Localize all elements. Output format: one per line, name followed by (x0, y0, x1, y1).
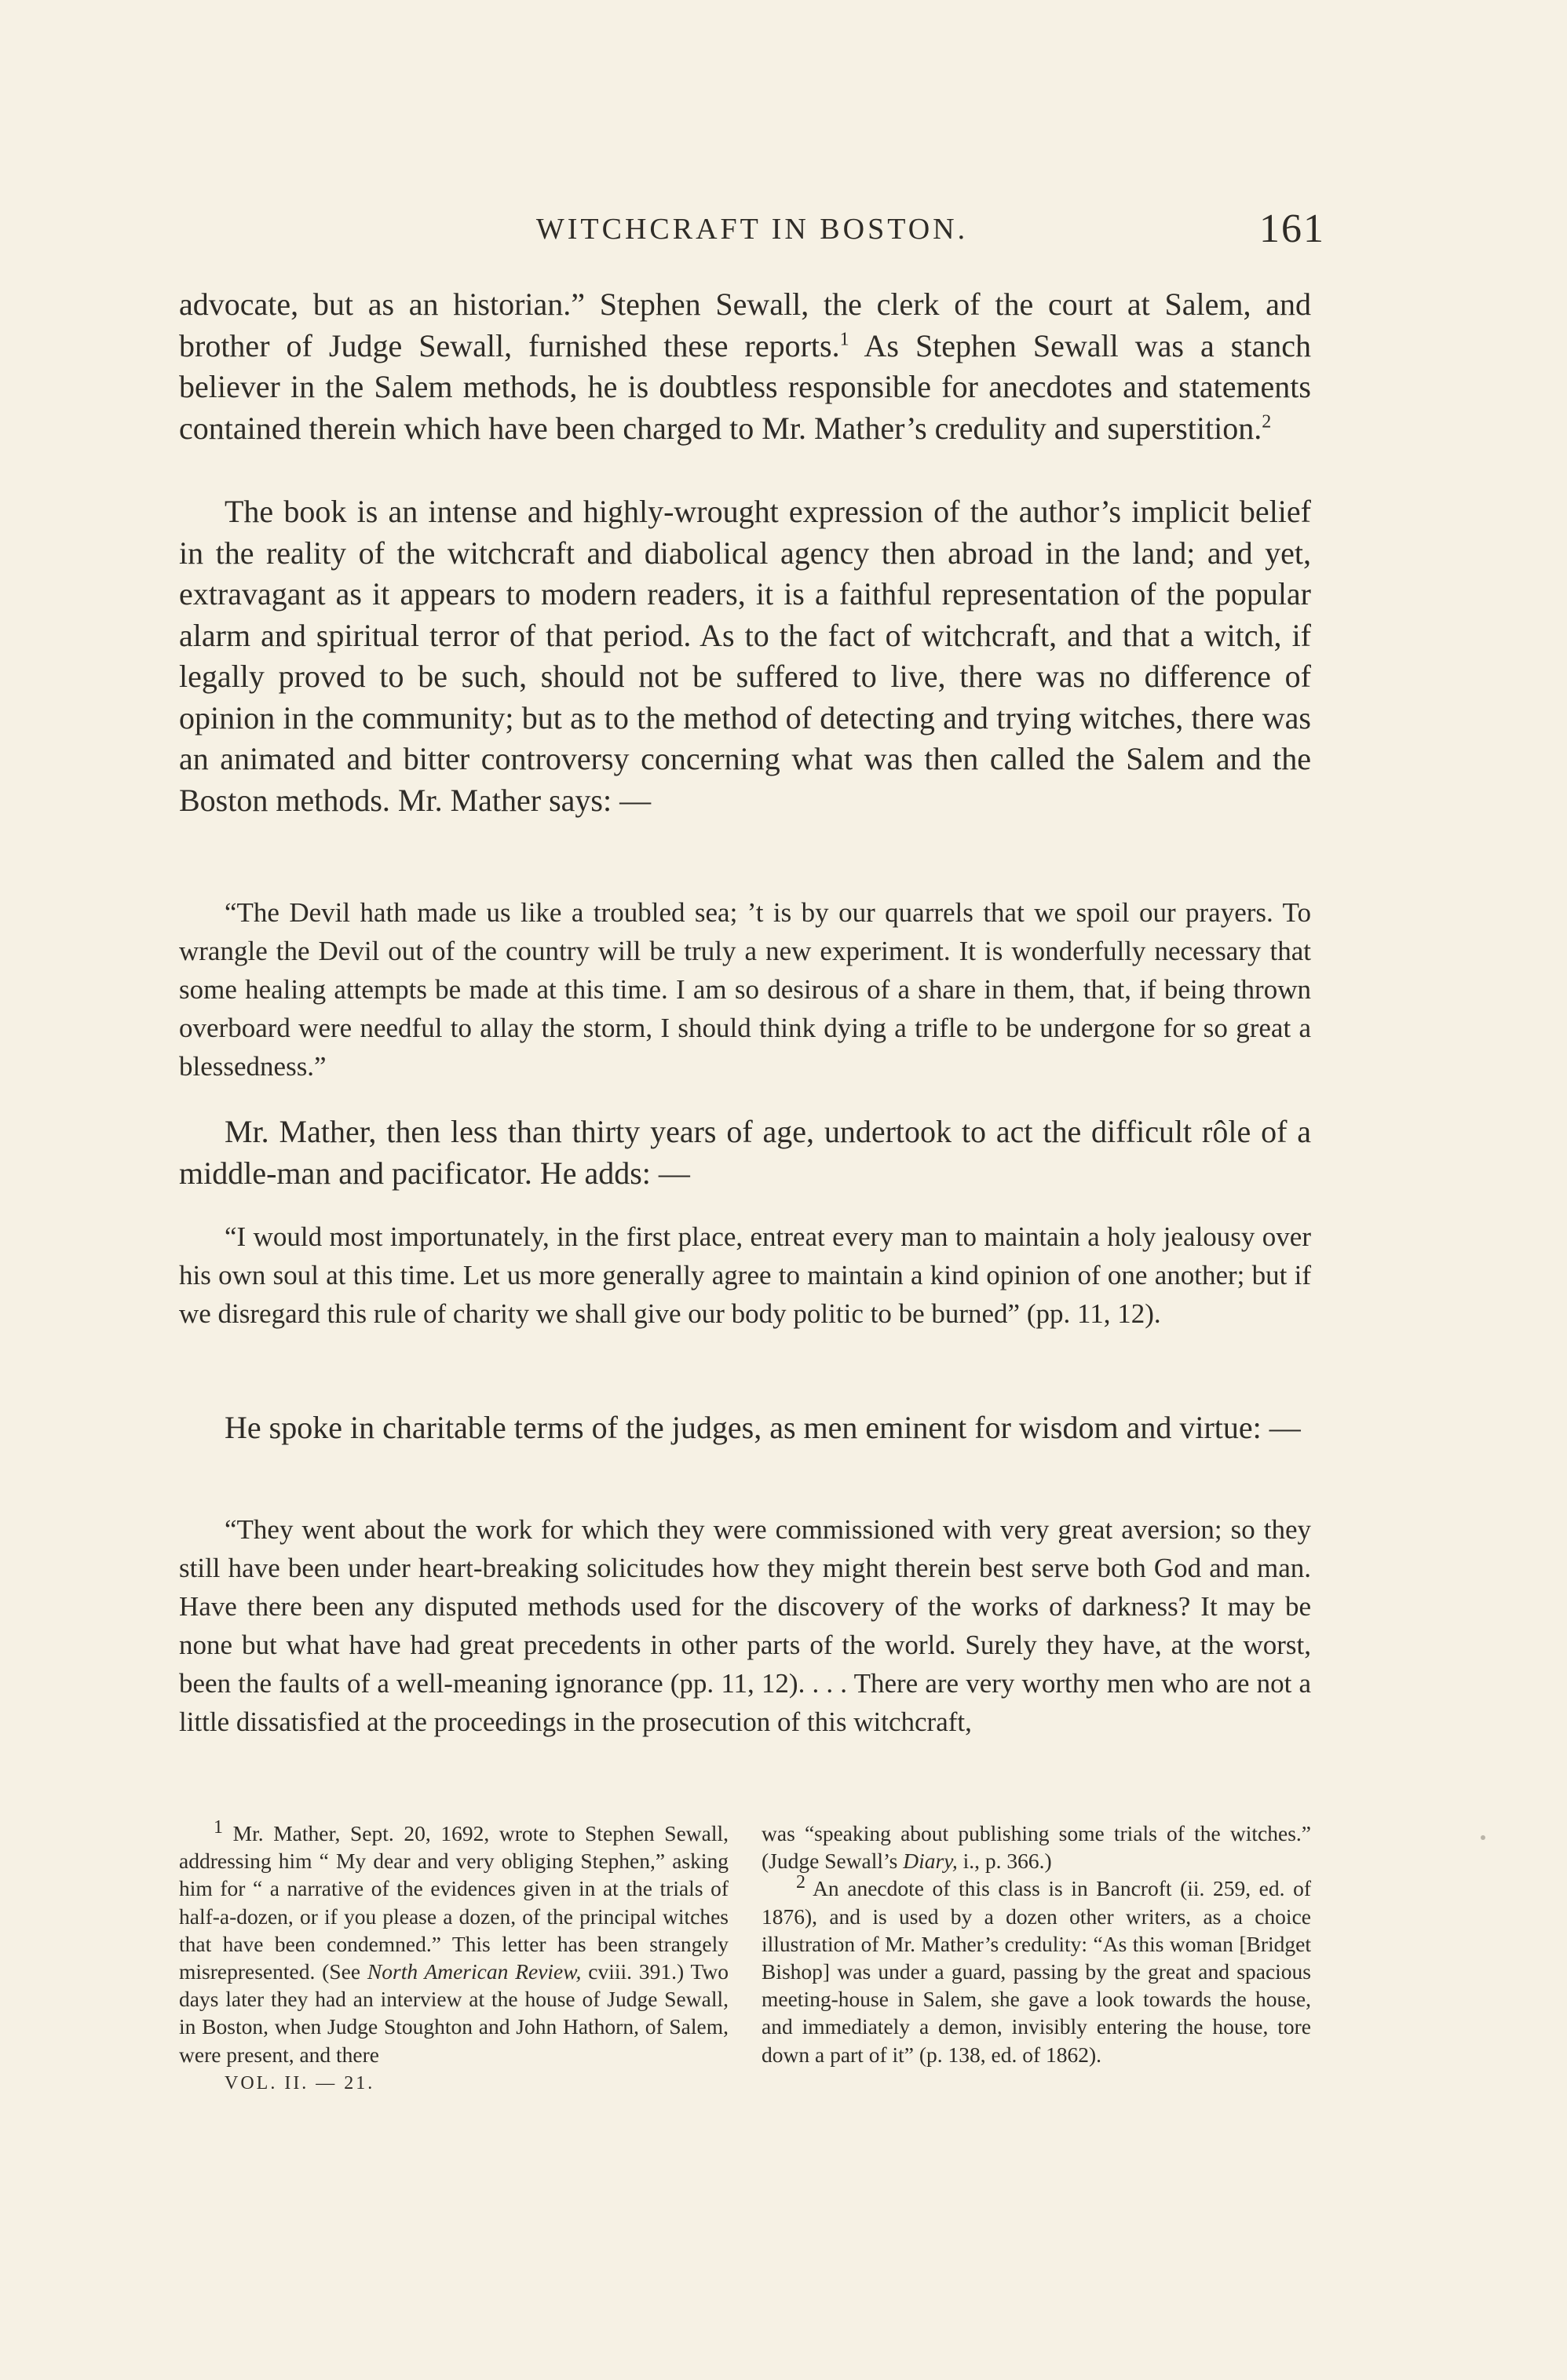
footnote-2 (762, 1874, 1311, 2068)
block-quote-3 (179, 1510, 1311, 1741)
paragraph-3 (179, 1112, 1311, 1194)
running-title: WITCHCRAFT IN BOSTON. (535, 213, 969, 246)
paragraph-2-text: The book is an intense and highly-wrought expression of the author’s implicit belief in the reality of the witchcraft and diabolical agency then abroad in the land; and yet, extravagant as it appears to modern readers, it is a faithful representation of the popular alarm and spiritual terror of that period. As to the fact of witchcraft, and that a witch, if legally proved to be such, should not be suffered to live, there was no difference of opinion in the community; but as to the method of detecting and trying witches, there was an animated and bitter controversy concerning what was then called the Salem and the Boston methods. Mr. Mather says: — (179, 494, 1311, 818)
block-quote-1 (179, 893, 1311, 1086)
footnote-2-text: An anecdote of this class is in Bancroft (ii. 259, ed. of 1876), and is used by a dozen other writers, as a choice illustration of Mr. Mather’s credulity: “As this woman [Bridget Bishop] was under a guard, passing by the great and spacious meeting-house in Salem, she gave a look towards the house, and immediately a demon, invisibly entering the house, tore down a part of it” (p. 138, ed. of 1862). (762, 1876, 1311, 2067)
page-number: 161 (1259, 206, 1325, 251)
footnote-1-marker: 1 (214, 1816, 223, 1838)
paragraph-1-text-b: As Stephen Sewall was a stanch believer in the Salem methods, he is doubtless responsible for anecdotes and statements contained therein which have been charged to Mr. Mather’s credulity and superstition. (179, 327, 1311, 446)
block-quote-2-text: “I would most importunately, in the first place, entreat every man to maintain a holy jealousy over his own soul at this time. Let us more generally agree to maintain a kind opinion of one another; but if we disregard this rule of charity we shall give our body politic to be burned” (pp. 11, 12). (179, 1221, 1311, 1329)
signature-mark: VOL. II. — 21. (225, 2072, 375, 2093)
paper-speck (1481, 1835, 1485, 1840)
paragraph-1-text-a: advocate, but as an historian.” Stephen Sewall, the clerk of the court at Salem, and brother of Judge Sewall, furnished these reports. (179, 287, 1311, 363)
footnote-ref-2: 2 (1262, 411, 1272, 433)
footnote-column-right (762, 1820, 1311, 2097)
footnotes (179, 1816, 1311, 2097)
paragraph-1 (179, 284, 1311, 449)
paragraph-4-text: He spoke in charitable terms of the judges, as men eminent for wisdom and virtue: — (225, 1410, 1301, 1445)
footnote-1-diary-title: Diary, (903, 1849, 958, 1874)
running-head (179, 206, 1325, 253)
block-quote-1-text: “The Devil hath made us like a troubled sea; ’t is by our quarrels that we spoil our prayers. To wrangle the Devil out of the country will be truly a new experiment. It is wonderfully necessary that some healing attempts be made at this time. I am so desirous of a share in them, that, if being thrown overboard were needful to allay the storm, I should think dying a trifle to be undergone for so great a blessedness.” (179, 897, 1311, 1082)
block-quote-2 (179, 1217, 1311, 1333)
paragraph-2 (179, 491, 1311, 821)
footnote-1-text-c: was “speaking about publishing some trials of the witches.” (Judge Sewall’s (762, 1821, 1311, 1874)
footnote-1-text-d: i., p. 366.) (957, 1849, 1052, 1874)
footnote-column-left (179, 1816, 729, 2097)
block-quote-3-text: “They went about the work for which they were commissioned with very great aversion; so they still have been under heart-breaking solicitudes how they might therein best serve both God and man. Have there been any disputed methods used for the discovery of the works of darkness? It may be none but what have had great precedents in other parts of the world. Surely they have, at the worst, been the faults of a well-meaning ignorance (pp. 11, 12). . . . There are very worthy men who are not a little dissatisfied at the proceedings in the prosecution of this witchcraft, (179, 1514, 1311, 1737)
footnote-1 (179, 1816, 729, 2068)
footnote-1-text-b: cviii. 391.) Two days later they had an interview at the house of Judge Sewall, in Boston, when Judge Stoughton and John Hathorn, of Salem, were present, and there (179, 1959, 729, 2067)
footnote-ref-1: 1 (839, 329, 849, 350)
footnote-1-text-a: Mr. Mather, Sept. 20, 1692, wrote to Stephen Sewall, addressing him “ My dear and very obliging Stephen,” asking him for “ a narrative of the evidences given in at the trials of half-a-dozen, or if you please a dozen, of the principal witches that have been condemned.” This letter has been strangely misrepresented. (See (179, 1821, 729, 1984)
footnote-1-journal-title: North American Review, (367, 1959, 582, 1984)
paragraph-3-text: Mr. Mather, then less than thirty years of age, undertook to act the difficult rôle of a middle-man and pacificator. He adds: — (179, 1114, 1311, 1191)
footnote-1-continued (762, 1820, 1311, 1874)
footnote-2-marker: 2 (796, 1872, 805, 1893)
paragraph-4 (179, 1407, 1311, 1449)
